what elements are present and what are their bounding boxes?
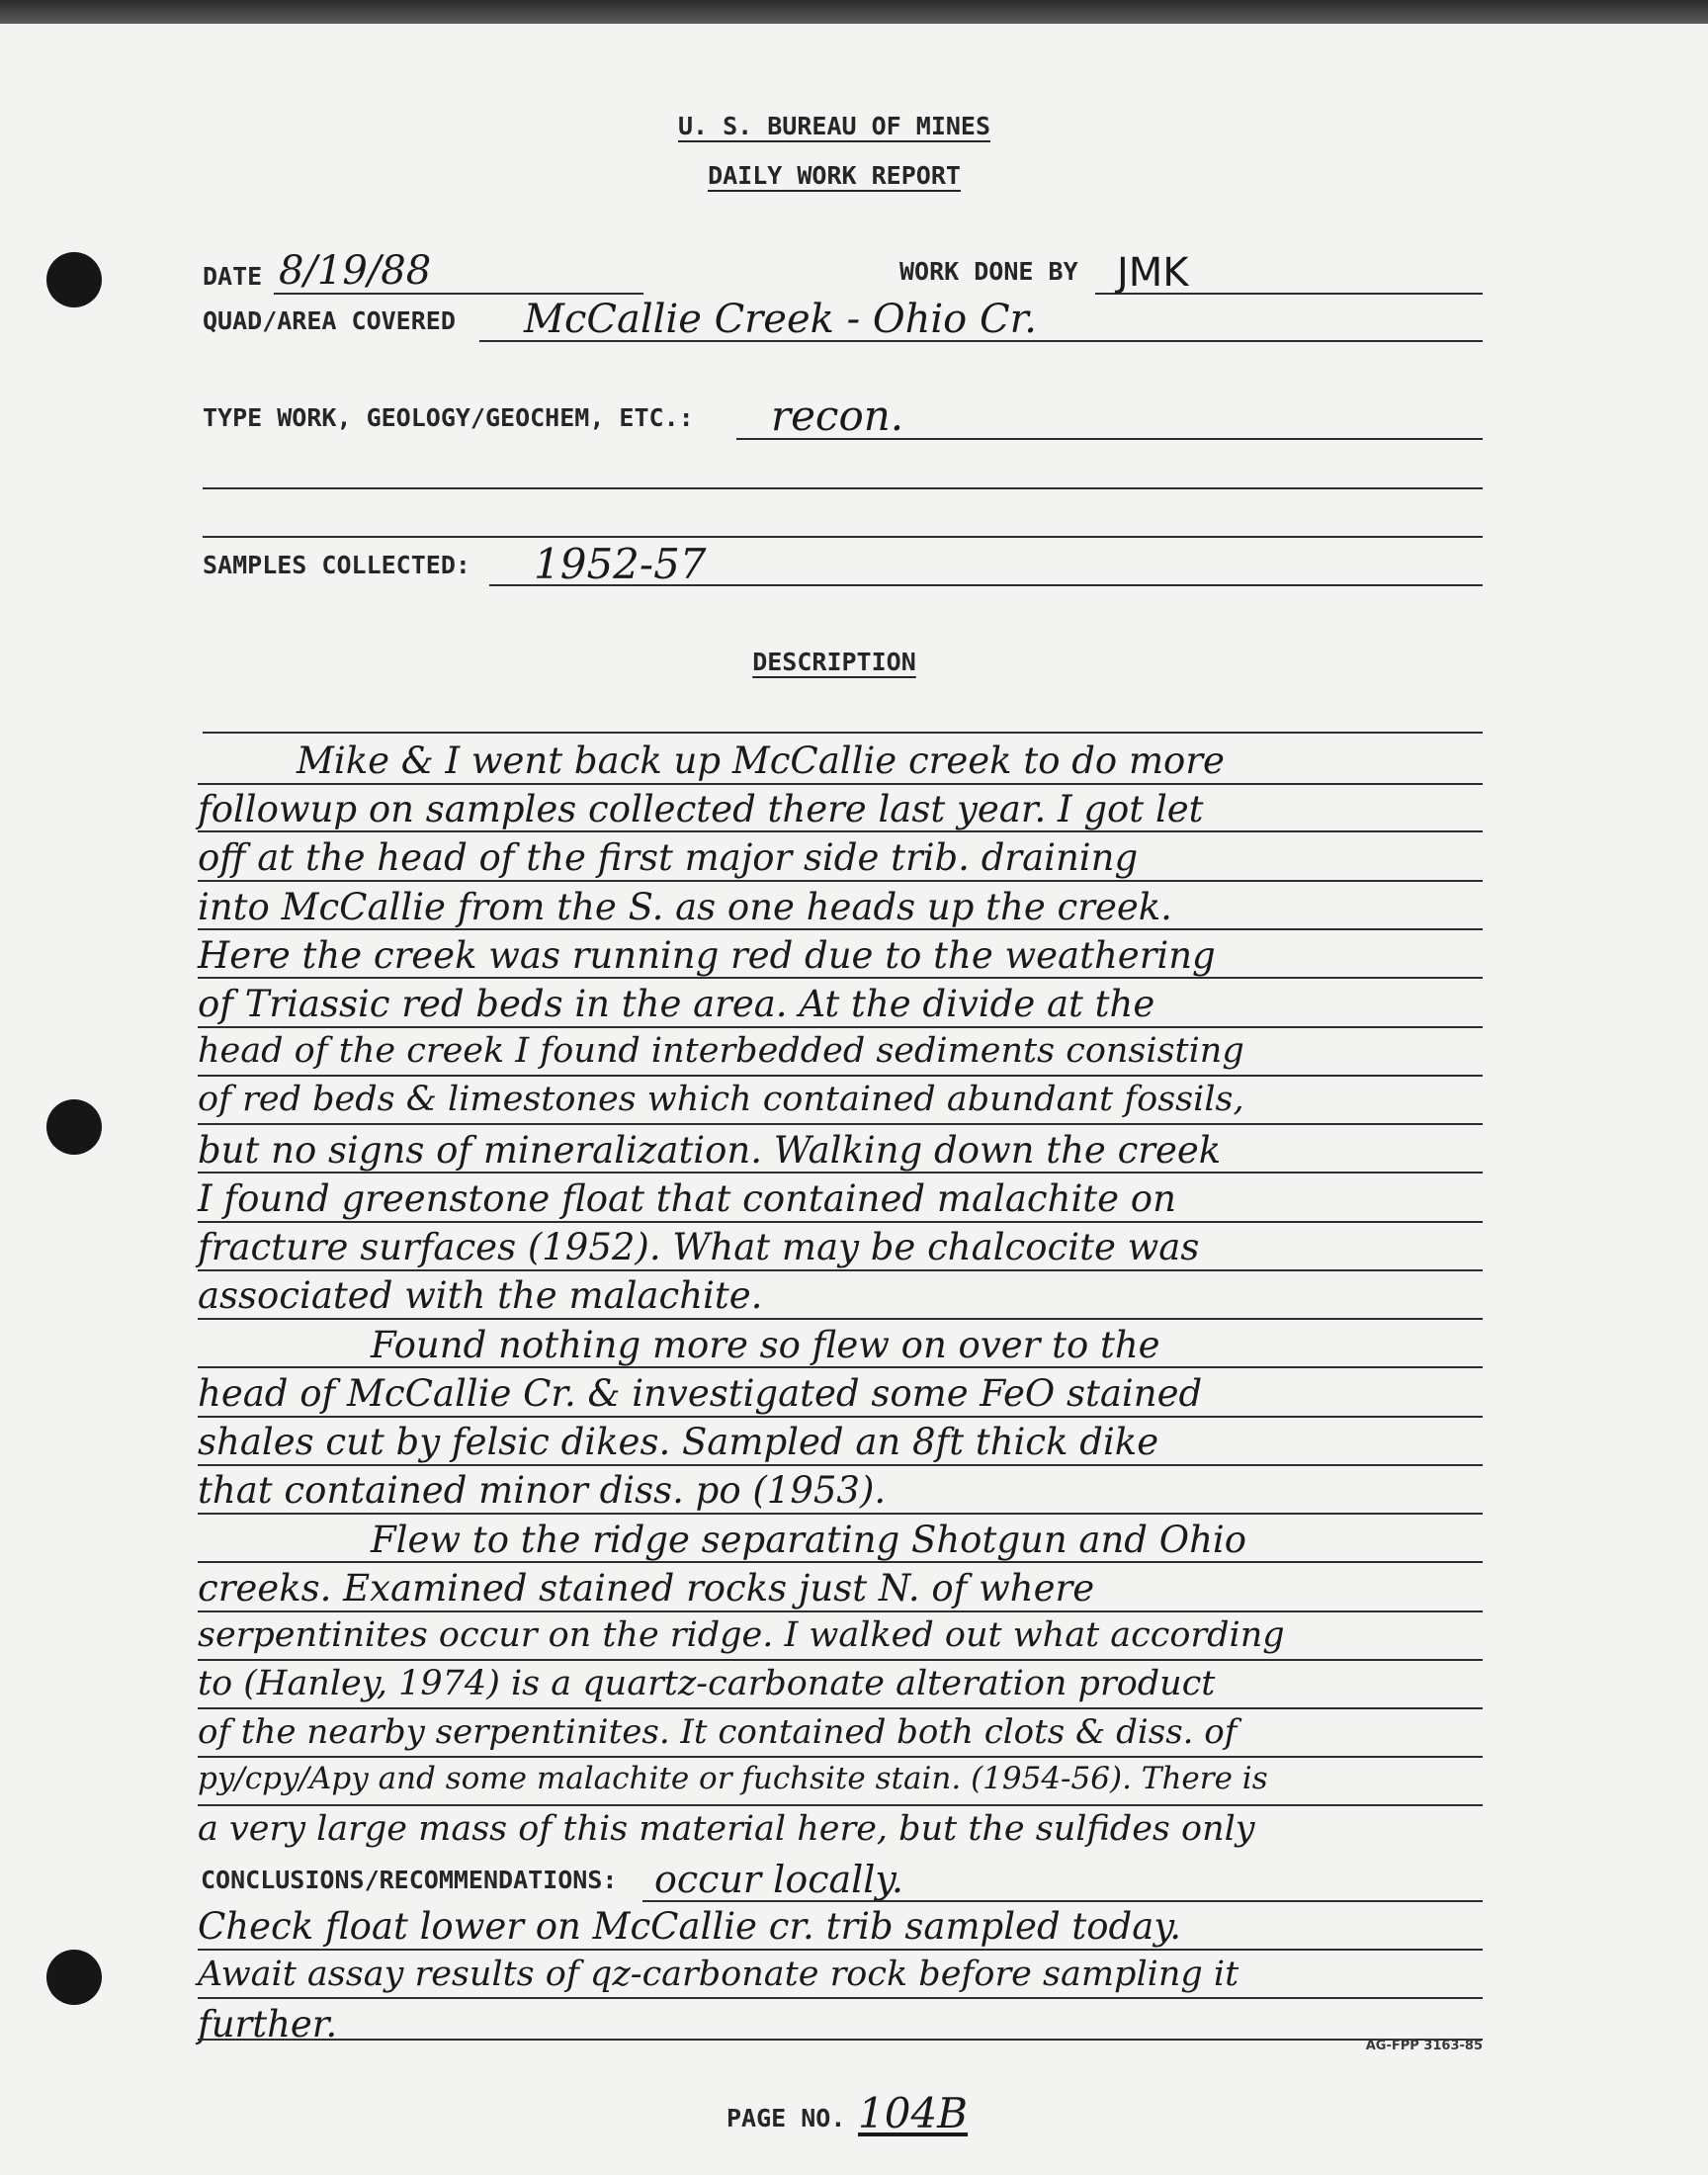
work-done-by-label: WORK DONE BY (899, 257, 1078, 286)
type-work-label: TYPE WORK, GEOLOGY/GEOCHEM, ETC.: (203, 403, 694, 432)
punch-hole-bottom (46, 1950, 102, 2005)
description-line: I found greenstone float that contained malachite on (198, 1177, 1176, 1220)
description-line: Mike & I went back up McCallie creek to do more (297, 740, 1225, 782)
type-work-value: recon. (771, 392, 904, 440)
date-value: 8/19/88 (279, 248, 432, 294)
conclusions-first-line: occur locally. (654, 1858, 903, 1901)
line-rule (198, 1318, 1483, 1320)
punch-hole-middle (46, 1099, 102, 1155)
report-title: DAILY WORK REPORT (708, 161, 961, 190)
line-rule (198, 1610, 1483, 1612)
line-rule (198, 880, 1483, 882)
description-line: of red beds & limestones which contained abundant fossils, (198, 1080, 1244, 1119)
blank-rule-2 (203, 536, 1483, 538)
line-rule (198, 783, 1483, 785)
blank-rule-1 (203, 487, 1483, 489)
line-rule (198, 1804, 1483, 1806)
line-rule (198, 2039, 1483, 2041)
description-line: serpentinites occur on the ridge. I walked out what according (198, 1615, 1285, 1655)
conclusion-line: further. (198, 2003, 338, 2045)
form-code: AG-FPP 3163-85 (1365, 2039, 1483, 2053)
line-rule (198, 928, 1483, 930)
description-top-rule (203, 732, 1483, 734)
samples-value: 1952-57 (534, 540, 707, 588)
line-rule (198, 1172, 1483, 1174)
page-label: PAGE NO. (726, 2104, 846, 2132)
description-line: but no signs of mineralization. Walking down the creek (198, 1129, 1222, 1172)
description-line: associated with the malachite. (198, 1274, 763, 1317)
line-rule (198, 1561, 1483, 1563)
description-line: fracture surfaces (1952). What may be chalcocite was (198, 1226, 1200, 1268)
line-rule (198, 830, 1483, 832)
conclusion-line: Check float lower on McCallie cr. trib sampled today. (198, 1905, 1182, 1948)
quad-value: McCallie Creek - Ohio Cr. (524, 297, 1038, 342)
description-line: followup on samples collected there last year. I got let (198, 788, 1204, 830)
description-line: Found nothing more so flew on over to the (371, 1324, 1160, 1366)
line-rule (198, 1366, 1483, 1368)
line-rule (198, 977, 1483, 979)
description-line: into McCallie from the S. as one heads up the creek. (198, 886, 1172, 928)
line-rule (198, 1659, 1483, 1661)
description-line: Here the creek was running red due to the weathering (198, 934, 1216, 977)
description-line: creeks. Examined stained rocks just N. of where (198, 1567, 1095, 1610)
description-line: that contained minor diss. po (1953). (198, 1469, 887, 1512)
date-label: DATE (203, 262, 263, 291)
description-line: py/cpy/Apy and some malachite or fuchsite stain. (1954-56). There is (198, 1761, 1268, 1796)
line-rule (198, 1464, 1483, 1466)
conclusions-label: CONCLUSIONS/RECOMMENDATIONS: (201, 1866, 618, 1894)
line-rule (198, 1075, 1483, 1077)
description-heading: DESCRIPTION (752, 648, 916, 676)
description-line: Flew to the ridge separating Shotgun and Ohio (371, 1519, 1247, 1561)
line-rule (198, 1949, 1483, 1951)
conclusion-line: Await assay results of qz-carbonate rock before sampling it (198, 1955, 1239, 1994)
line-rule (198, 1269, 1483, 1271)
work-done-by-value: JMK (1117, 250, 1189, 296)
page-value: 104B (858, 2089, 969, 2137)
description-line: shales cut by felsic dikes. Sampled an 8ft thick dike (198, 1421, 1159, 1463)
line-rule (198, 1997, 1483, 1999)
description-line: of Triassic red beds in the area. At the divide at the (198, 983, 1155, 1025)
description-line: head of McCallie Cr. & investigated some FeO stained (198, 1372, 1203, 1415)
scan-top-edge (0, 0, 1708, 24)
line-rule (198, 1416, 1483, 1418)
description-line: off at the head of the first major side trib. draining (198, 836, 1139, 879)
line-rule (198, 1756, 1483, 1758)
quad-label: QUAD/AREA COVERED (203, 306, 456, 335)
line-rule (198, 1707, 1483, 1709)
line-rule (198, 1026, 1483, 1028)
punch-hole-top (46, 252, 102, 307)
line-rule (198, 1123, 1483, 1125)
samples-label: SAMPLES COLLECTED: (203, 551, 470, 579)
description-line: of the nearby serpentinites. It contained both clots & diss. of (198, 1712, 1238, 1752)
line-rule (198, 1221, 1483, 1223)
description-line: a very large mass of this material here, but the sulfides only (198, 1809, 1255, 1849)
agency-heading: U. S. BUREAU OF MINES (677, 112, 991, 140)
description-line: to (Hanley, 1974) is a quartz-carbonate alteration product (198, 1664, 1216, 1703)
description-line: head of the creek I found interbedded sediments consisting (198, 1031, 1244, 1071)
line-rule (198, 1513, 1483, 1515)
conclusions-rule (642, 1900, 1483, 1902)
